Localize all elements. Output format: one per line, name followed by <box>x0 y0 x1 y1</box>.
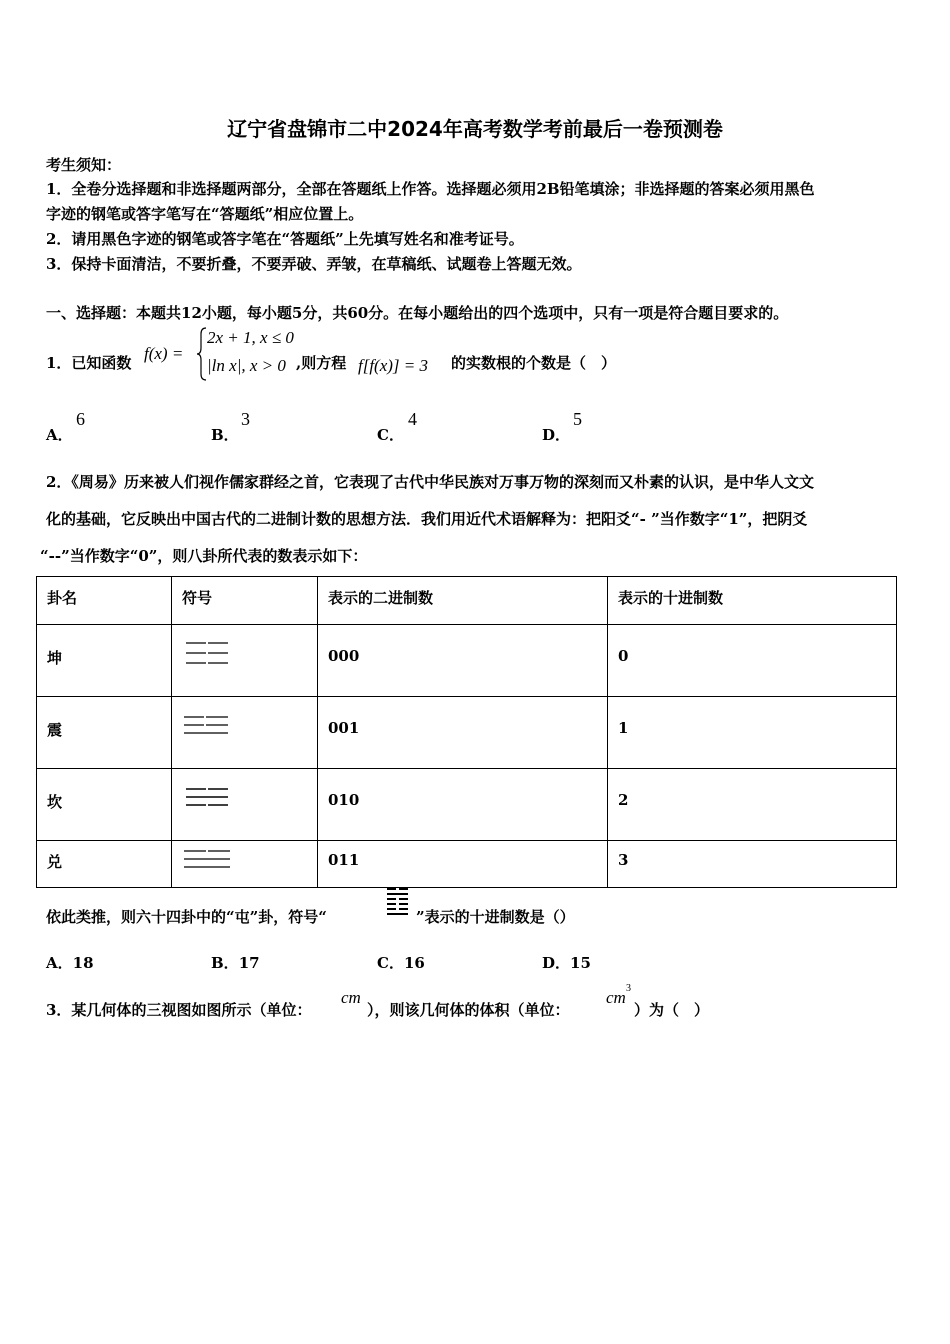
kun-trigram-icon <box>182 641 232 667</box>
q1-function-lhs: f(x) = <box>144 344 184 363</box>
dui-trigram-icon <box>182 849 232 871</box>
q1-option-b-value: 3 <box>241 409 250 429</box>
table-row <box>37 841 897 888</box>
decimal-cell: 0 <box>608 625 897 697</box>
q1-prefix: 1．已知函数 <box>46 354 132 372</box>
q1-option-c-value: 4 <box>408 409 417 429</box>
trigram-symbol-cell <box>172 769 318 841</box>
q1-case-2: |ln x|, x > 0 <box>207 356 286 375</box>
q2-option-c-value: 16 <box>403 954 425 972</box>
kan-trigram-icon <box>182 787 232 809</box>
q2-option-b-label: B． <box>211 954 239 972</box>
q1-middle: ,则方程 <box>296 354 347 372</box>
table-header-cell: 表示的十进制数 <box>608 577 897 625</box>
table-header-cell: 卦名 <box>37 577 172 625</box>
q1-option-c-label: C． <box>377 426 404 444</box>
q2-followup-prefix: 依此类推，则六十四卦中的“屯”卦，符号“ <box>46 908 327 926</box>
decimal-cell: 2 <box>608 769 897 841</box>
q2-option-b-value: 17 <box>238 954 260 972</box>
q2-option-d <box>542 952 591 973</box>
trigram-name-cell: 震 <box>37 697 172 769</box>
q1-option-a-label: A． <box>46 426 73 444</box>
zhun-hexagram-icon <box>385 886 411 918</box>
q3-unit-volume-exponent: 3 <box>626 983 631 994</box>
notice-item-2: 2．请用黑色字迹的钢笔或答字笔在“答题纸”上先填写姓名和准考证号。 <box>46 230 524 248</box>
zhen-trigram-icon <box>182 715 232 737</box>
table-row <box>37 625 897 697</box>
q1-case-1: 2x + 1, x ≤ 0 <box>207 328 294 347</box>
q3-unit-volume: cm <box>606 988 626 1007</box>
q2-followup-suffix: ”表示的十进制数是（） <box>416 908 575 926</box>
page-title: 辽宁省盘锦市二中2024年高考数学考前最后一卷预测卷 <box>227 117 723 141</box>
decimal-cell: 3 <box>608 841 897 888</box>
trigram-symbol-cell <box>172 697 318 769</box>
table-header-cell: 符号 <box>172 577 318 625</box>
q2-option-a <box>46 952 94 973</box>
q3-middle: ），则该几何体的体积（单位： <box>367 1001 570 1019</box>
decimal-cell: 1 <box>608 697 897 769</box>
notice-heading: 考生须知： <box>46 156 122 174</box>
trigram-symbol-cell <box>172 841 318 888</box>
trigram-name-cell: 坤 <box>37 625 172 697</box>
q1-option-d-value: 5 <box>573 409 582 429</box>
binary-cell: 001 <box>318 697 608 769</box>
q1-option-d-label: D． <box>542 426 571 444</box>
table-header-row <box>37 577 897 625</box>
notice-item-1-line-2: 字迹的钢笔或答字笔写在“答题纸”相应位置上。 <box>46 205 364 223</box>
q1-option-b-label: B． <box>211 426 239 444</box>
binary-cell: 000 <box>318 625 608 697</box>
binary-cell: 010 <box>318 769 608 841</box>
q2-line-3: “--”当作数字“0”，则八卦所代表的数表示如下： <box>40 547 368 565</box>
table-row <box>37 697 897 769</box>
q2-line-2: 化的基础，它反映出中国古代的二进制计数的思想方法．我们用近代术语解释为：把阳爻“- ”当作数字“1”，把阴爻 <box>46 510 808 528</box>
q1-suffix: 的实数根的个数是（ ） <box>451 354 617 372</box>
q3-prefix: 3．某几何体的三视图如图所示（单位： <box>46 1001 312 1019</box>
q2-option-a-label: A． <box>46 954 73 972</box>
section-heading: 一、选择题：本题共12小题，每小题5分，共60分。在每小题给出的四个选项中，只有一项是符合题目要求的。 <box>46 304 789 322</box>
q2-option-d-value: 15 <box>570 954 591 972</box>
q3-unit-length: cm <box>341 988 361 1007</box>
table-row <box>37 769 897 841</box>
q2-option-b <box>211 952 260 973</box>
q2-line-1: 2．《周易》历来被人们视作儒家群经之首，它表现了古代中华民族对万事万物的深刻而又朴素的认识，是中华人文文 <box>46 473 814 491</box>
trigram-name-cell: 兑 <box>37 841 172 888</box>
q3-suffix: ）为（ ） <box>634 1001 710 1019</box>
table-header-cell: 表示的二进制数 <box>318 577 608 625</box>
q2-option-c-label: C． <box>377 954 404 972</box>
q2-option-c <box>377 952 425 973</box>
q2-option-d-label: D． <box>542 954 571 972</box>
q1-equation: f[f(x)] = 3 <box>358 356 429 375</box>
notice-item-3: 3．保持卡面清洁，不要折叠，不要弄破、弄皱，在草稿纸、试题卷上答题无效。 <box>46 255 582 273</box>
q1-option-a-value: 6 <box>76 409 85 429</box>
bagua-table <box>36 576 897 888</box>
binary-cell: 011 <box>318 841 608 888</box>
trigram-name-cell: 坎 <box>37 769 172 841</box>
notice-item-1-line-1: 1．全卷分选择题和非选择题两部分，全部在答题纸上作答。选择题必须用2B铅笔填涂；非选择题的答案必须用黑色 <box>46 180 815 198</box>
q2-option-a-value: 18 <box>72 954 94 972</box>
trigram-symbol-cell <box>172 625 318 697</box>
